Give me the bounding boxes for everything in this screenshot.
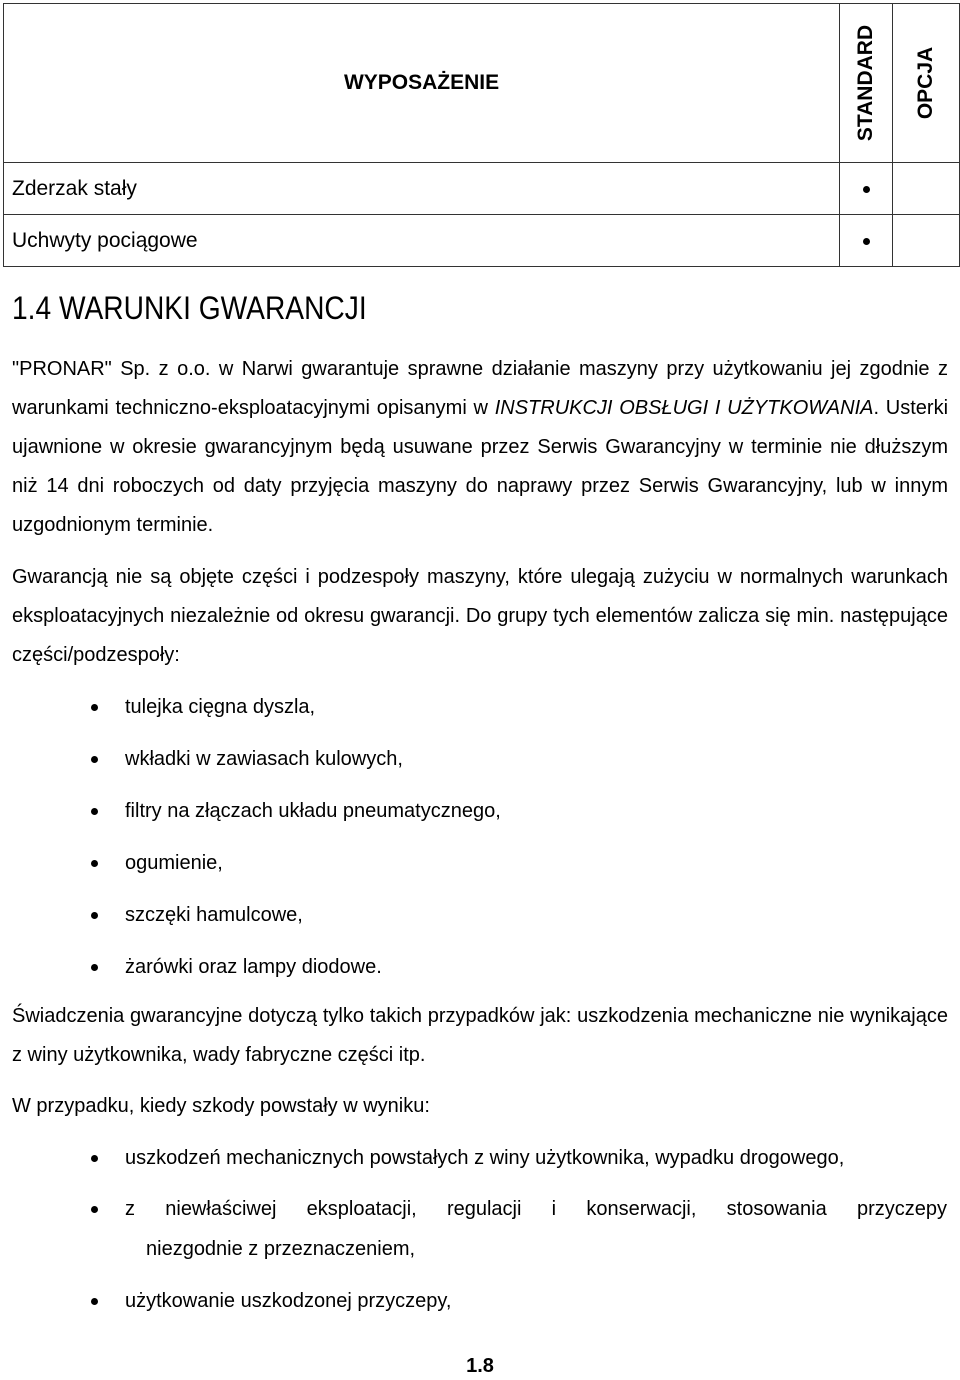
option-cell	[893, 215, 960, 267]
paragraph-text: "PRONAR" Sp. z o.o. w Narwi gwarantuje sprawne działanie maszyny przy użytkowaniu jej zgodnie z warunkami techniczno-eksploatacyjnymi opisanymi w	[12, 358, 948, 419]
bullet-icon	[91, 756, 98, 763]
bullet-icon	[91, 1298, 98, 1305]
bullet-icon	[91, 964, 98, 971]
exclusions-paragraph: Gwarancją nie są objęte części i podzespoły maszyny, które ulegają zużyciu w normalnych warunkach eksploatacyjnych niezależnie od okresu gwarancji. Do grupy tych elementów zalicza się min. następujące części/podzespoły:	[12, 566, 948, 666]
list-item: ogumienie,	[0, 843, 960, 895]
standard-cell	[840, 215, 893, 267]
bullet-icon	[91, 808, 98, 815]
table-title: WYPOSAŻENIE	[4, 4, 840, 163]
option-header-label: OPCJA	[914, 46, 938, 120]
equipment-name: Zderzak stały	[4, 163, 840, 215]
damage-intro-paragraph: W przypadku, kiedy szkody powstały w wyniku:	[12, 1095, 430, 1117]
coverage-paragraph: Świadczenia gwarancyjne dotyczą tylko takich przypadków jak: uszkodzenia mechaniczne nie wynikające z winy użytkownika, wady fabryczne części itp.	[12, 1005, 948, 1066]
wear-parts-list	[0, 687, 960, 999]
bullet-icon	[91, 704, 98, 711]
page-number: 1.8	[466, 1355, 494, 1377]
bullet-icon	[91, 860, 98, 867]
option-cell	[893, 163, 960, 215]
standard-header-label: STANDARD	[854, 24, 878, 142]
table-header-row	[4, 4, 960, 163]
paragraph-text: . Usterki ujawnione w okresie gwarancyjnym będą usuwane przez Serwis Gwarancyjny w terminie nie dłuższym niż 14 dni roboczych od daty przyjęcia maszyny do naprawy przez Serwis Gwarancyjny, lub w innym uzgodnionym terminie.	[12, 397, 949, 536]
table-row	[4, 163, 960, 215]
list-item: uszkodzeń mechanicznych powstałych z winy użytkownika, wypadku drogowego,	[0, 1138, 960, 1189]
bullet-icon	[91, 1155, 98, 1162]
bullet-icon	[863, 186, 870, 193]
manual-title: INSTRUKCJI OBSŁUGI I UŻYTKOWANIA	[494, 397, 874, 419]
list-item: szczęki hamulcowe,	[0, 895, 960, 947]
list-item: filtry na złączach układu pneumatycznego,	[0, 791, 960, 843]
standard-column-header	[840, 4, 893, 163]
list-item: z niewłaściwej eksploatacji, regulacji i konserwacji, stosowania przyczepy niezgodnie z przeznaczeniem,	[0, 1189, 960, 1281]
section-heading: 1.4 WARUNKI GWARANCJI	[12, 290, 367, 326]
damage-causes-list	[0, 1138, 960, 1325]
list-item: żarówki oraz lampy diodowe.	[0, 947, 960, 999]
bullet-icon	[91, 1206, 98, 1213]
equipment-table	[3, 3, 960, 267]
equipment-name: Uchwyty pociągowe	[4, 215, 840, 267]
table-row	[4, 215, 960, 267]
bullet-icon	[863, 238, 870, 245]
bullet-icon	[91, 912, 98, 919]
standard-cell	[840, 163, 893, 215]
option-column-header	[893, 4, 960, 163]
list-item: wkładki w zawiasach kulowych,	[0, 739, 960, 791]
warranty-paragraph	[12, 350, 948, 545]
list-item: tulejka cięgna dyszla,	[0, 687, 960, 739]
list-item: użytkowanie uszkodzonej przyczepy,	[0, 1281, 960, 1325]
